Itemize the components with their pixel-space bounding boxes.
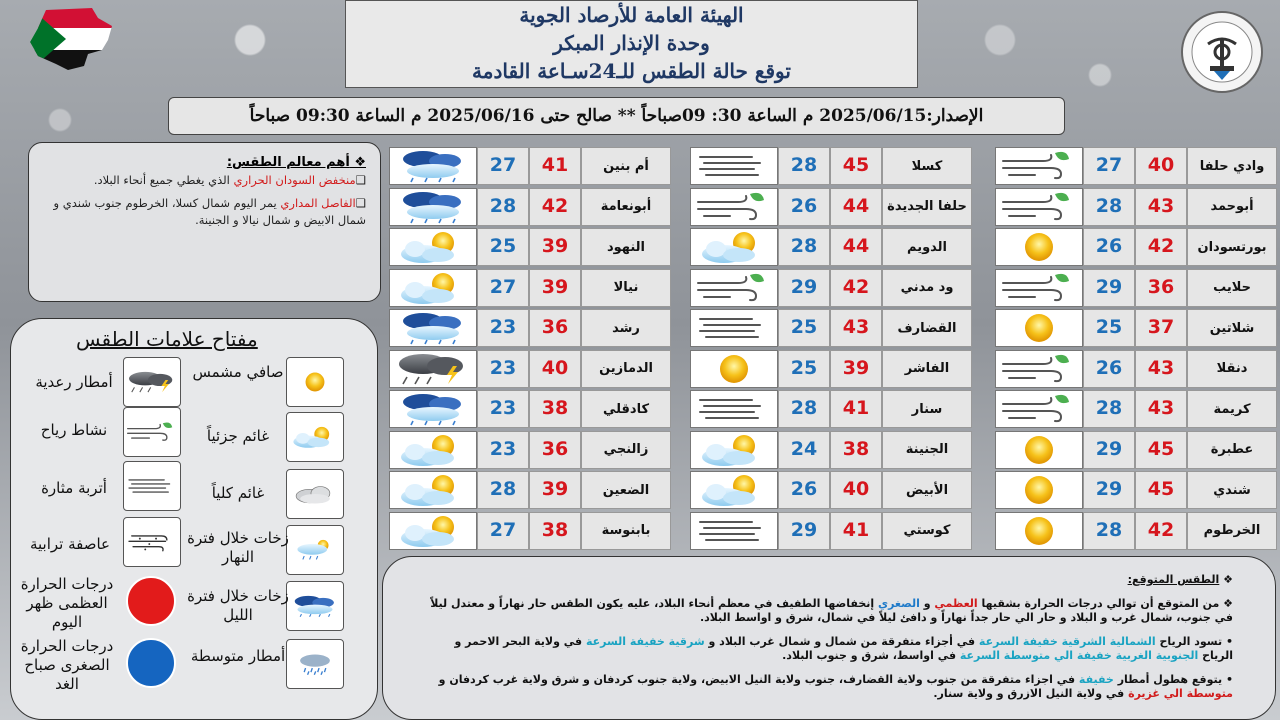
max-temp: 44 [830,228,882,266]
city-name: القضارف [882,309,972,347]
city-row [690,471,972,507]
city-name: الضعين [581,471,671,509]
min-temp: 25 [1083,309,1135,347]
max-temp: 41 [830,390,882,428]
max-temp: 45 [1135,471,1187,509]
max-temp: 42 [1135,512,1187,550]
key-label-showers-night: زخات خلال فترة الليل [187,587,289,624]
city-name: حلفا الجديدة [882,188,972,226]
city-row [690,309,972,345]
features-title: ❖ أهم معالم الطقس: [226,155,366,170]
city-row [389,188,671,224]
city-name: سنار [882,390,972,428]
windy-icon [995,390,1083,428]
forecast-temperature: ❖ من المتوقع أن توالي درجات الحرارة بشقيها العظمي و الصغري إنخفاضها الطفيف في معظم أنحاء البلاد، عليه يكون الطقس حار نهاراً و معتدل ليلاً في جنوب، شمال غرب و البلاد و حار الي حار جداً نهاراً و دافئ ليلاً في شمال، شرق و اواسط البلاد. [430,597,1233,624]
sunny-icon [995,309,1083,347]
partly-cloudy-icon [690,431,778,469]
key-label-sunny: صافي مشمس [192,363,284,381]
max-temp: 42 [830,269,882,307]
max-temp: 38 [830,431,882,469]
city-name: شندي [1187,471,1277,509]
max-temp: 37 [1135,309,1187,347]
city-name: زالنجي [581,431,671,469]
city-row [690,512,972,548]
sunny-icon [995,431,1083,469]
partly-cloudy-icon [690,471,778,509]
city-row [389,431,671,467]
city-name: عطبرة [1187,431,1277,469]
min-temp: 29 [1083,471,1135,509]
city-name: الدمازين [581,350,671,388]
city-row [690,269,972,305]
city-row [995,228,1277,264]
min-temp: 27 [477,512,529,550]
city-row [690,350,972,386]
windy-icon [690,269,778,307]
sunny-icon [690,350,778,388]
city-name: الأبيض [882,471,972,509]
max-temp: 43 [830,309,882,347]
key-label-duststorm: عاصفة ترابية [29,535,111,553]
min-temp: 28 [1083,188,1135,226]
feature-item-2: ❑الفاصل المداري يمر اليوم شمال كسلا، الخرطوم جنوب شندي و شمال الابيض و شمال نيالا و الجنينة. [53,196,366,227]
header-title-box [345,0,918,88]
min-temp: 23 [477,390,529,428]
partly-cloudy-icon [389,471,477,509]
city-name: كريمة [1187,390,1277,428]
partly-cloudy-icon [389,269,477,307]
showers-night-icon [389,309,477,347]
showers-night-icon [286,581,344,631]
max-temp: 43 [1135,390,1187,428]
key-label-thunder: أمطار رعدية [35,373,113,391]
min-temp: 27 [477,269,529,307]
city-row [995,431,1277,467]
min-temp: 28 [778,147,830,185]
showers-day-icon [286,525,344,575]
min-temp: 23 [477,350,529,388]
partly-cloudy-icon [389,512,477,550]
sunny-icon [995,471,1083,509]
city-name: بابنوسة [581,512,671,550]
max-temp: 36 [1135,269,1187,307]
windy-icon [995,269,1083,307]
city-row [389,269,671,305]
weather-key-panel [10,318,378,720]
partly-cloudy-icon [690,228,778,266]
min-temp: 27 [1083,147,1135,185]
city-row [389,390,671,426]
windy-icon [995,147,1083,185]
city-row [389,512,671,548]
dust-icon [690,147,778,185]
city-name: رشد [581,309,671,347]
max-temp: 39 [529,269,581,307]
city-name: الجنينة [882,431,972,469]
max-temp: 39 [529,228,581,266]
max-temp: 45 [830,147,882,185]
max-temp: 40 [830,471,882,509]
city-row [389,350,671,386]
min-temp: 23 [477,309,529,347]
city-name: نيالا [581,269,671,307]
min-temp: 26 [1083,350,1135,388]
showers-night-icon [389,147,477,185]
city-row [690,188,972,224]
max-temp: 44 [830,188,882,226]
header-line-3: توقع حالة الطقس للـ24سـاعة القادمة [472,59,791,83]
sunny-icon [995,228,1083,266]
max-temp: 38 [529,512,581,550]
city-row [690,390,972,426]
key-label-dust: أتربة مثارة [41,479,107,497]
min-temp: 28 [477,471,529,509]
city-row [389,147,671,183]
city-row [995,309,1277,345]
city-row [690,147,972,183]
min-temp: 29 [778,269,830,307]
forecast-winds: • تسود الرياح الشمالية الشرقية خفيفة السرعة في أجزاء متفرقة من شمال و شمال غرب البلاد و شرقية خفيفة السرعة في ولاية البحر الاحمر و الرياح الجنوبية الغربية خفيفة الي متوسطة السرعة في اواسط، شرق و جنوب البلاد. [454,635,1233,662]
key-label-partly: غائم جزئياً [206,427,270,445]
min-temp: 29 [1083,269,1135,307]
min-temp: 26 [778,471,830,509]
key-title: مفتاح علامات الطقس [76,327,258,351]
expected-weather-box [382,556,1276,720]
min-temp: 25 [778,350,830,388]
min-temp: 26 [1083,228,1135,266]
max-temp: 36 [529,431,581,469]
max-temp: 42 [1135,228,1187,266]
city-name: أبونعامة [581,188,671,226]
city-row [995,471,1277,507]
min-temp: 23 [477,431,529,469]
min-temp-icon [123,639,179,687]
min-temp: 27 [477,147,529,185]
city-name: ود مدني [882,269,972,307]
max-temp: 39 [529,471,581,509]
windy-icon [690,188,778,226]
city-row [389,228,671,264]
issue-validity-bar: الإصدار:2025/06/15 م الساعة 30: 09صباحاً ** صالح حتى 2025/06/16 م الساعة 09:30 صباحاً [168,97,1065,135]
meteorological-authority-logo [1180,10,1264,94]
max-temp: 45 [1135,431,1187,469]
city-row [995,147,1277,183]
min-temp: 28 [477,188,529,226]
windy-icon [995,188,1083,226]
showers-night-icon [389,188,477,226]
partly-cloudy-icon [389,431,477,469]
city-name: الدويم [882,228,972,266]
duststorm-icon [123,517,181,567]
max-temp-icon [123,577,179,625]
city-row [389,471,671,507]
moderate-rain-icon [286,639,344,689]
city-name: الخرطوم [1187,512,1277,550]
city-name: شلاتين [1187,309,1277,347]
key-label-showers-day: زخات خلال فترة النهار [187,529,289,566]
header-line-1: الهيئة العامة للأرصاد الجوية [519,3,744,27]
city-row [690,228,972,264]
showers-night-icon [389,390,477,428]
city-name: أبوحمد [1187,188,1277,226]
city-row [389,309,671,345]
dust-icon [123,461,181,511]
min-temp: 26 [778,188,830,226]
dust-icon [690,512,778,550]
city-name: النهود [581,228,671,266]
thunder-icon [389,350,477,388]
key-label-moderate-rain: أمطار متوسطة [190,647,286,665]
max-temp: 38 [529,390,581,428]
overcast-icon [286,469,344,519]
min-temp: 29 [778,512,830,550]
dust-icon [690,309,778,347]
city-name: الفاشر [882,350,972,388]
max-temp: 40 [529,350,581,388]
forecast-title: ❖ الطقس المتوقع: [1127,573,1233,586]
max-temp: 36 [529,309,581,347]
city-name: كادقلي [581,390,671,428]
windy-icon [123,407,181,457]
min-temp: 29 [1083,431,1135,469]
windy-icon [995,350,1083,388]
city-row [995,390,1277,426]
min-temp: 24 [778,431,830,469]
min-temp: 28 [1083,512,1135,550]
min-temp: 28 [778,390,830,428]
min-temp: 28 [778,228,830,266]
key-label-min-temp: درجات الحرارة الصغرى صباح الغد [20,637,114,693]
city-row [690,431,972,467]
max-temp: 43 [1135,350,1187,388]
min-temp: 25 [477,228,529,266]
max-temp: 40 [1135,147,1187,185]
weather-features-box [28,142,381,302]
max-temp: 39 [830,350,882,388]
partly-cloudy-icon [389,228,477,266]
partly-cloudy-icon [286,412,344,462]
feature-item-1: ❑منخفض السودان الحراري الذي يغطي جميع أنحاء البلاد. [93,173,366,187]
sunny-icon [995,512,1083,550]
dust-icon [690,390,778,428]
sunny-icon [286,357,344,407]
city-name: كوستي [882,512,972,550]
city-row [995,269,1277,305]
key-label-windy: نشاط رياح [40,421,108,439]
thunder-icon [123,357,181,407]
key-label-overcast: غائم كلياً [211,484,265,502]
city-name: حلايب [1187,269,1277,307]
key-label-max-temp: درجات الحرارة العظمى ظهر اليوم [20,575,114,631]
max-temp: 41 [529,147,581,185]
max-temp: 41 [830,512,882,550]
city-name: بورتسودان [1187,228,1277,266]
city-name: وادي حلفا [1187,147,1277,185]
forecast-rain: • يتوقع هطول أمطار خفيفة في اجزاء متفرقة من جنوب ولاية القضارف، جنوب ولاية النيل الابيض، ولاية جنوب كردفان و شرق ولاية غرب كردفان و متوسطة الي غزيرة في ولاية النيل الازرق و ولاية سنار. [438,673,1233,700]
city-row [995,350,1277,386]
max-temp: 43 [1135,188,1187,226]
city-name: أم بنين [581,147,671,185]
city-row [995,512,1277,548]
city-name: كسلا [882,147,972,185]
city-row [995,188,1277,224]
city-name: دنقلا [1187,350,1277,388]
max-temp: 42 [529,188,581,226]
min-temp: 25 [778,309,830,347]
sudan-flag [28,6,114,72]
min-temp: 28 [1083,390,1135,428]
header-line-2: وحدة الإنذار المبكر [553,31,710,55]
